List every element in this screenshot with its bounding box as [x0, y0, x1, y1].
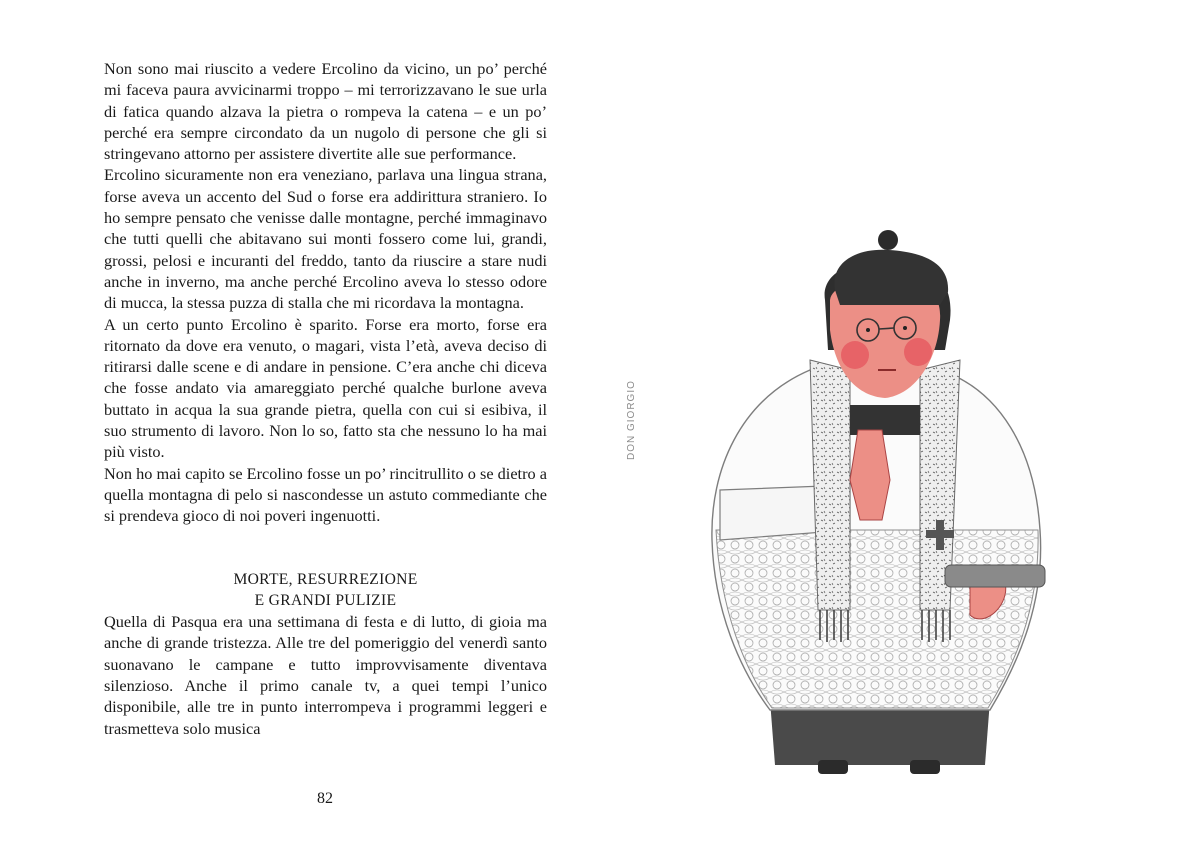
- paragraph-3: A un certo punto Ercolino è sparito. Forse era morto, forse era ritornato da dove era venuto, o magari, vista l’età, aveva deciso di ritirarsi dalle scene e di andare in pensione. C’era anche chi diceva che fosse andato via amareggiato perché qualche burlone aveva buttato in acqua la sua grande pietra, quella con cui si esibiva, il suo strumento di lavoro. Non lo so, fatto sta che nessuno lo ha mai più visto.: [104, 314, 547, 462]
- right-cuff: [945, 565, 1045, 587]
- right-shoe: [910, 760, 940, 774]
- section-title-line-2: E GRANDI PULIZIE: [254, 591, 397, 609]
- biretta: [834, 250, 948, 305]
- running-head: DON GIORGIO: [626, 380, 637, 460]
- lace-band: [716, 530, 1038, 708]
- left-page-text: [104, 58, 547, 739]
- priest-illustration: [700, 230, 1060, 790]
- paragraph-4: Non ho mai capito se Ercolino fosse un po’ rincitrullito o se dietro a quella montagna di pelo si nascondesse un astuto commediante che si prendeva gioco di noi poveri ingenuotti.: [104, 463, 547, 526]
- left-shoe: [818, 760, 848, 774]
- section-title-line-1: MORTE, RESURREZIONE: [233, 570, 418, 588]
- pompom: [878, 230, 898, 250]
- paragraph-1: Non sono mai riuscito a vedere Ercolino da vicino, un po’ perché mi faceva paura avvicinarmi troppo – mi terrorizzavano le sue urla di fatica quando alzava la pietra o rompeva la catena – e un po’ perché era sempre circondato da un nugolo di persone che gli si stringevano attorno per assistere divertite alle sue performance.: [104, 59, 547, 164]
- page-number: 82: [317, 790, 333, 807]
- section-title: [104, 569, 547, 612]
- right-cheek: [904, 338, 932, 366]
- paragraph-2: Ercolino sicuramente non era veneziano, parlava una lingua strana, forse aveva un accento del Sud o forse era addirittura straniero. Io ho sempre pensato che venisse dalle montagne, perché immaginavo che tutti quelli che abitavano sui monti fossero come lui, grandi, grossi, pelosi e incuranti del freddo, tanto da riuscire a stare nudi anche in inverno, ma anche perché Ercolino aveva lo stesso odore di mucca, la stessa puzza di stalla che mi ricordava la montagna.: [104, 165, 547, 313]
- left-cheek: [841, 341, 869, 369]
- section-paragraph: Quella di Pasqua era una settimana di festa e di lutto, di gioia ma anche di grande tristezza. Alle tre del pomeriggio del venerdì santo suonavano le campane e tutto improvvisamente diventava silenzioso. Anche il primo canale tv, a quei tempi l’unico disponibile, alle tre in punto interrompeva i programmi leggeri e trasmetteva solo musica: [104, 612, 547, 738]
